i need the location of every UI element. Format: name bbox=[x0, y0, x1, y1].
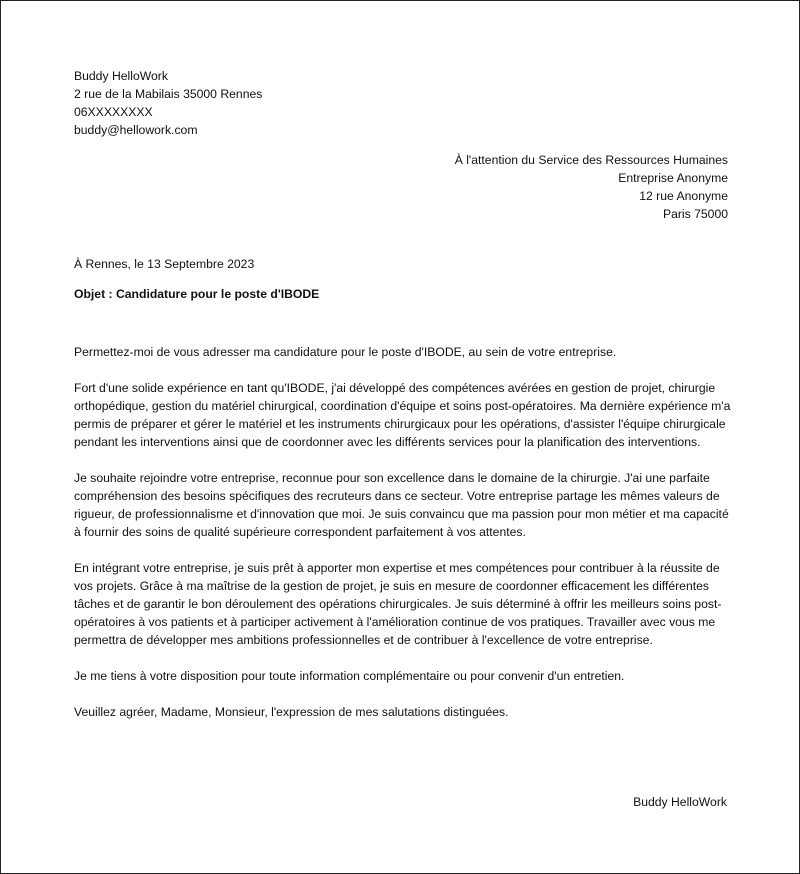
paragraph-motivation: Je souhaite rejoindre votre entreprise, reconnue pour son excellence dans le domaine de la chirurgie. J'ai une parfaite compréhension des besoins spécifiques des recruteurs dans ce secteur. Votre entreprise partage les mêmes valeurs de rigueur, de professionnalisme et d'innovation que moi. Je suis convaincu que ma passion pour mon métier et ma capacité à fournir des soins de qualité supérieure correspondent parfaitement à vos attentes. bbox=[74, 471, 729, 539]
sender-address: 2 rue de la Mabilais 35000 Rennes bbox=[74, 87, 263, 101]
paragraph-experience: Fort d'une solide expérience en tant qu'IBODE, j'ai développé des compétences avérées en gestion de projet, chirurgie orthopédique, gestion du matériel chirurgical, coordination d'équipe et soins post-opératoires. Ma dernière expérience m'a permis de préparer et gérer le matériel et les instruments chirurgicaux pour les opérations, d'assister l'équipe chirurgicale pendant les interventions ainsi que de coordonner avec les différents services pour la planification des interventions. bbox=[74, 381, 731, 449]
signature: Buddy HelloWork bbox=[633, 795, 727, 809]
sender-email: buddy@hellowork.com bbox=[74, 123, 198, 137]
sender-name: Buddy HelloWork bbox=[74, 69, 168, 83]
subject-line: Objet : Candidature pour le poste d'IBODE bbox=[74, 287, 320, 301]
paragraph-intro: Permettez-moi de vous adresser ma candidature pour le poste d'IBODE, au sein de votre entreprise. bbox=[74, 345, 617, 359]
recipient-street: 12 rue Anonyme bbox=[639, 189, 728, 203]
recipient-company: Entreprise Anonyme bbox=[618, 171, 728, 185]
letter-body bbox=[74, 343, 734, 739]
recipient-city: Paris 75000 bbox=[662, 207, 728, 221]
paragraph-contribution: En intégrant votre entreprise, je suis prêt à apporter mon expertise et mes compétences pour contribuer à la réussite de vos projets. Grâce à ma maîtrise de la gestion de projet, je suis en mesure de coordonner efficacement les différentes tâches et de garantir le bon déroulement des opérations chirurgicales. Je suis déterminé à offrir les meilleurs soins post-opératoires à vos patients et à participer activement à l'amélioration continue de vos pratiques. Travailler avec vous me permettra de développer mes ambitions professionnelles et de contribuer à l'excellence de votre entreprise. bbox=[74, 561, 722, 647]
paragraph-availability: Je me tiens à votre disposition pour toute information complémentaire ou pour convenir d'un entretien. bbox=[74, 669, 625, 683]
date-line: À Rennes, le 13 Septembre 2023 bbox=[74, 257, 255, 271]
paragraph-closing: Veuillez agréer, Madame, Monsieur, l'expression de mes salutations distinguées. bbox=[74, 705, 509, 719]
recipient-attention: À l'attention du Service des Ressources Humaines bbox=[454, 153, 728, 167]
recipient-block bbox=[455, 151, 728, 223]
sender-phone: 06XXXXXXXX bbox=[74, 105, 153, 119]
sender-block bbox=[74, 67, 262, 139]
